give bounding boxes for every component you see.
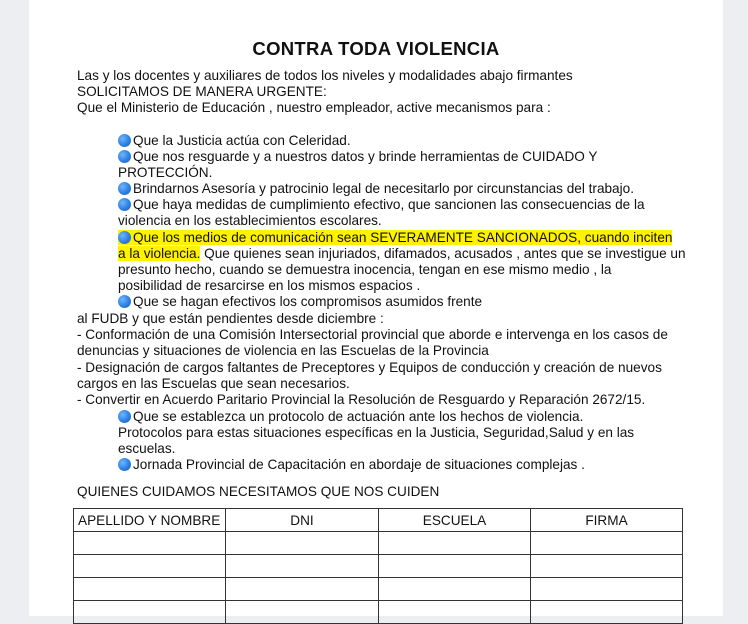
table-cell[interactable] bbox=[74, 555, 226, 578]
bullet-item: Que nos resguarde y a nuestros datos y brinde herramientas de CUIDADO Y bbox=[118, 149, 597, 165]
bullet-item: Que la Justicia actúa con Celeridad. bbox=[118, 133, 351, 149]
dash-item: - Conformación de una Comisión Intersectorial provincial que aborde e intervenga en los casos de bbox=[77, 327, 668, 342]
blue-circle-bullet-icon bbox=[118, 134, 131, 147]
bullet-continuation: Protocolos para estas situaciones específicas en la Justicia, Seguridad,Salud y en las bbox=[118, 425, 635, 440]
intro-line-1: Las y los docentes y auxiliares de todos los niveles y modalidades abajo firmantes bbox=[77, 68, 573, 83]
intro-line-2: SOLICITAMOS DE MANERA URGENTE: bbox=[77, 84, 327, 99]
table-cell[interactable] bbox=[531, 578, 683, 601]
table-cell[interactable] bbox=[74, 601, 226, 624]
table-header-row bbox=[74, 509, 683, 532]
blue-circle-bullet-icon bbox=[118, 231, 131, 244]
blue-circle-bullet-icon bbox=[118, 182, 131, 195]
fudb-line: al FUDB y que están pendientes desde diciembre : bbox=[77, 311, 384, 326]
table-row bbox=[74, 578, 683, 601]
signature-table bbox=[73, 508, 683, 624]
bullet-continuation: PROTECCIÓN. bbox=[118, 165, 213, 180]
table-cell[interactable] bbox=[379, 532, 531, 555]
table-cell[interactable] bbox=[379, 601, 531, 624]
bullet-item: Que haya medidas de cumplimiento efectivo, que sancionen las consecuencias de la bbox=[118, 197, 645, 213]
bullet-continuation: a la violencia. Que quienes sean injuriados, difamados, acusados , antes que se investigue un bbox=[118, 246, 686, 261]
dash-continuation: denuncias y situaciones de violencia en las Escuelas de la Provincia bbox=[77, 343, 489, 358]
table-cell[interactable] bbox=[531, 555, 683, 578]
document-page bbox=[29, 0, 723, 616]
table-cell[interactable] bbox=[226, 555, 379, 578]
intro-line-3: Que el Ministerio de Educación , nuestro empleador, active mecanismos para : bbox=[77, 100, 551, 115]
table-cell[interactable] bbox=[226, 601, 379, 624]
bullet-item: Que se hagan efectivos los compromisos asumidos frente bbox=[118, 294, 482, 310]
bullet-continuation: presunto hecho, cuando se demuestra inocencia, tengan en ese mismo medio , la bbox=[118, 262, 612, 277]
dash-continuation: cargos en las Escuelas que sean necesarios. bbox=[77, 376, 350, 391]
table-cell[interactable] bbox=[74, 532, 226, 555]
table-row bbox=[74, 555, 683, 578]
table-cell[interactable] bbox=[74, 578, 226, 601]
table-row bbox=[74, 532, 683, 555]
bullet-continuation: escuelas. bbox=[118, 441, 176, 456]
table-cell[interactable] bbox=[226, 532, 379, 555]
dash-item: - Designación de cargos faltantes de Preceptores y Equipos de conducción y creación de nuevos bbox=[77, 360, 662, 375]
table-cell[interactable] bbox=[531, 532, 683, 555]
table-cell[interactable] bbox=[226, 578, 379, 601]
column-header-name: APELLIDO Y NOMBRE bbox=[74, 509, 226, 532]
blue-circle-bullet-icon bbox=[118, 198, 131, 211]
bullet-item-highlighted bbox=[118, 230, 672, 246]
table-cell[interactable] bbox=[531, 601, 683, 624]
bullet-item: Que se establezca un protocolo de actuación ante los hechos de violencia. bbox=[118, 409, 583, 425]
column-header-signature: FIRMA bbox=[531, 509, 683, 532]
bullet-continuation: posibilidad de resarcirse en los mismos espacios . bbox=[118, 278, 421, 293]
highlighted-text: Que los medios de comunicación sean SEVERAMENTE SANCIONADOS, cuando inciten bbox=[118, 230, 672, 245]
bullet-item: Jornada Provincial de Capacitación en abordaje de situaciones complejas . bbox=[118, 457, 585, 473]
bullet-continuation: violencia en los establecimientos escolares. bbox=[118, 213, 382, 228]
table-row bbox=[74, 601, 683, 624]
closing-line: QUIENES CUIDAMOS NECESITAMOS QUE NOS CUIDEN bbox=[77, 484, 440, 499]
document-title: CONTRA TODA VIOLENCIA bbox=[252, 38, 500, 59]
blue-circle-bullet-icon bbox=[118, 458, 131, 471]
table-cell[interactable] bbox=[379, 555, 531, 578]
blue-circle-bullet-icon bbox=[118, 295, 131, 308]
column-header-school: ESCUELA bbox=[379, 509, 531, 532]
highlighted-text: a la violencia. bbox=[118, 246, 201, 261]
table-cell[interactable] bbox=[379, 578, 531, 601]
blue-circle-bullet-icon bbox=[118, 410, 131, 423]
bullet-item: Brindarnos Asesoría y patrocinio legal de necesitarlo por circunstancias del trabajo. bbox=[118, 181, 634, 197]
column-header-dni: DNI bbox=[226, 509, 379, 532]
dash-item: - Convertir en Acuerdo Paritario Provincial la Resolución de Resguardo y Reparación 2672/15. bbox=[77, 392, 646, 407]
blue-circle-bullet-icon bbox=[118, 150, 131, 163]
